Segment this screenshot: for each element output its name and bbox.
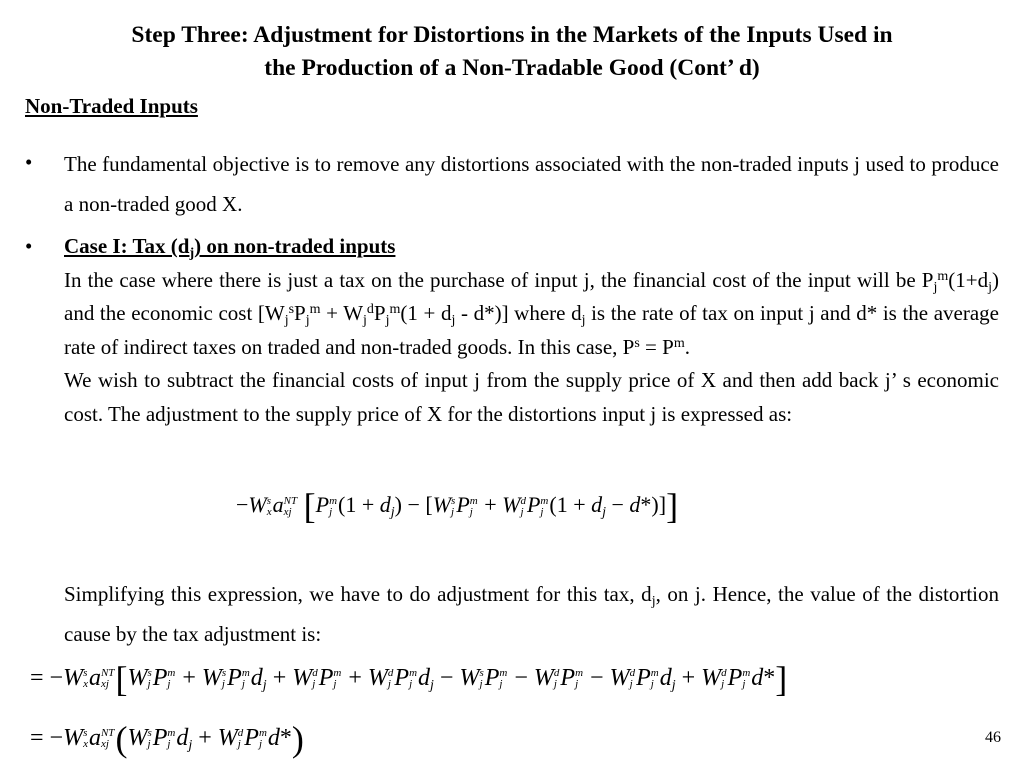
page-number: 46 bbox=[985, 729, 1001, 746]
formula-adjustment: −W s x a NT xj [P m j $(1 + d_j) - [W$ s j P m j + W d j P m j $(1 + d_j - d*)$]] bbox=[236, 486, 679, 526]
case-one-paragraph-1: In the case where there is just a tax on the purchase of input j, the financial cost of the input will be $P_j^m(1+d_j)$ and the economic cost $[W_j^sP_j^m + W_j^dP_j^m(1 + d_j - d*)]$ where $d_j$ is the rate of tax on input j and d* is the average rate of indirect taxes on traded and non-traded goods. In this case, $P^s = P^m$. bbox=[64, 267, 999, 359]
case-one-body bbox=[64, 230, 999, 431]
section-heading: Non-Traded Inputs bbox=[25, 94, 198, 118]
title-line-1: Step Three: Adjustment for Distortions in the Markets of the Inputs Used in bbox=[131, 22, 893, 48]
bullet-dot-icon: • bbox=[25, 150, 33, 174]
slide-title bbox=[0, 19, 1024, 85]
formula-simplified: = −W s x a NT xj (W s j P m j $d_j + W$ d j P m j d*) bbox=[30, 719, 304, 759]
simplify-paragraph: Simplifying this expression, we have to do adjustment for this tax, $d_j$, on j. Hence, the value of the distortion cause by the tax adjustment is: bbox=[64, 582, 999, 646]
bullet-objective bbox=[25, 144, 999, 224]
case-one-heading: Case I: Tax $(d_j)$ on non-traded inputs bbox=[64, 234, 396, 261]
bullet-objective-text: The fundamental objective is to remove any distortions associated with the non-traded inputs j used to produce a non-traded good X. bbox=[64, 152, 999, 216]
formula-expanded: = −W s x a NT xj [W s j P m j + W s j P m j $d_j + W$ d j P m j + W d j P m j $d_j - W$ s j P m j − W d j P m j − W d j P m j $d_j + W$ d j P m j d*] bbox=[30, 659, 788, 699]
case-one-paragraph-2: We wish to subtract the financial costs of input j from the supply price of X and then add back j’ s economic cost. The adjustment to the supply price of X for the distortions input j is expressed as: bbox=[64, 368, 999, 426]
bullet-case-one bbox=[25, 230, 999, 431]
title-line-2: the Production of a Non-Tradable Good (Cont’ d) bbox=[264, 55, 760, 81]
bullet-dot-icon: • bbox=[25, 234, 33, 258]
